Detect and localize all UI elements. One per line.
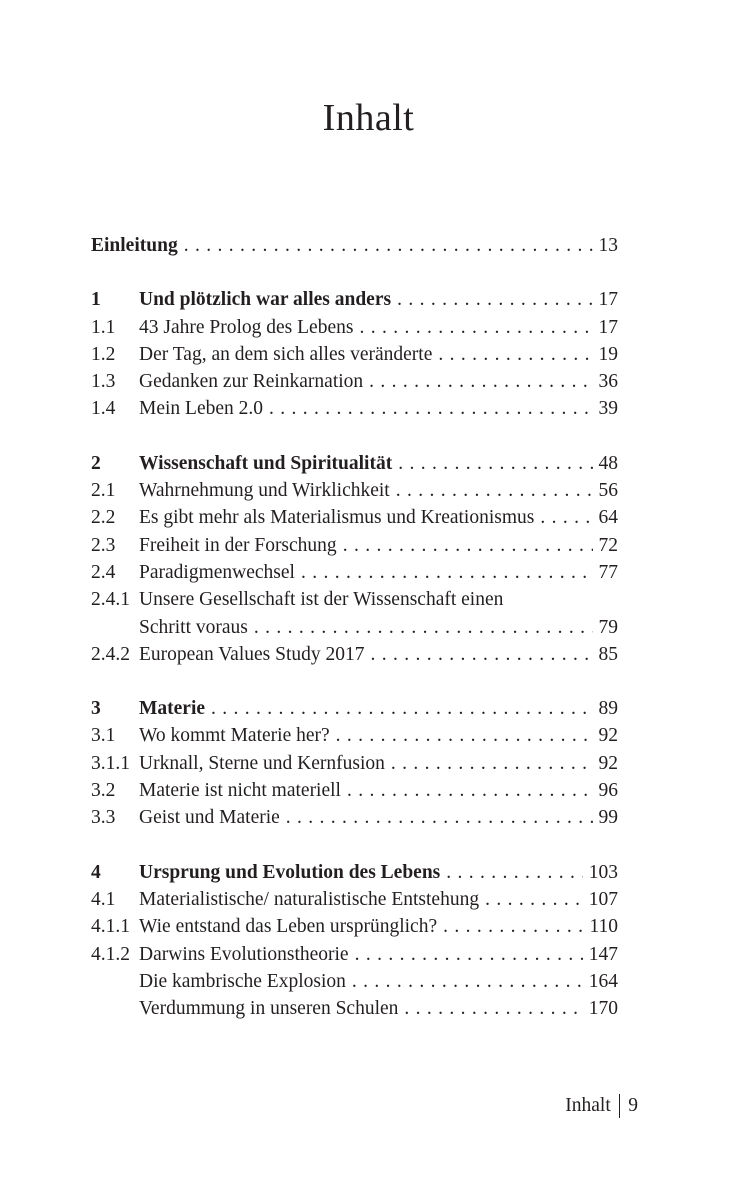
toc-entry-title: Wahrnehmung und Wirklichkeit (139, 480, 390, 502)
dot-leader (371, 641, 593, 668)
toc-entry[interactable] (91, 859, 618, 886)
dot-leader (369, 368, 592, 395)
toc-entry-title: Urknall, Sterne und Kernfusion (139, 752, 385, 774)
dot-leader (355, 941, 583, 968)
toc-entry-number: 3.1 (91, 725, 116, 747)
toc-entry[interactable] (91, 614, 618, 641)
toc-entry-page: 103 (588, 861, 618, 883)
toc-entry-page: 92 (598, 725, 618, 747)
toc-chapter-group (91, 695, 618, 831)
toc-entry-intro[interactable] (91, 232, 618, 259)
toc-entry-page: 39 (598, 398, 618, 420)
toc-entry-title: Geist und Materie (139, 807, 280, 829)
toc-entry-page: 19 (598, 343, 618, 365)
toc-entry-number: 3.3 (91, 807, 116, 829)
toc-chapter-group (91, 859, 618, 1023)
toc-entry-page: 96 (598, 780, 618, 802)
toc-entry[interactable] (91, 532, 618, 559)
toc-entry-title: Darwins Evolutionstheorie (139, 943, 349, 965)
toc-entry-title: Ursprung und Evolution des Lebens (139, 861, 441, 883)
toc-entry-number: 4.1 (91, 888, 116, 910)
table-of-contents (91, 232, 618, 1049)
toc-entry-page: 64 (598, 507, 618, 529)
toc-entry-page: 170 (588, 998, 618, 1020)
dot-leader (211, 695, 592, 722)
toc-entry-page: 77 (598, 561, 618, 583)
toc-entry-title: Verdummung in unseren Schulen (139, 998, 399, 1020)
toc-entry-page: 107 (588, 888, 618, 910)
toc-entry-page: 164 (588, 970, 618, 992)
toc-chapter-group (91, 286, 618, 422)
toc-entry[interactable] (91, 695, 618, 722)
toc-entry-page: 17 (598, 289, 618, 311)
toc-entry[interactable] (91, 395, 618, 422)
toc-entry-title: 43 Jahre Prolog des Lebens (139, 316, 354, 338)
toc-entry[interactable] (91, 450, 618, 477)
toc-entry-number: 1 (91, 289, 101, 311)
toc-entry[interactable] (91, 722, 618, 749)
toc-entry[interactable] (91, 559, 618, 586)
toc-intro-group (91, 232, 618, 259)
dot-leader (398, 450, 592, 477)
dot-leader (343, 532, 593, 559)
toc-entry-title: Materialistische/ naturalistische Entstehung (139, 888, 480, 910)
toc-entry-page: 79 (598, 616, 618, 638)
toc-entry-page: 89 (598, 698, 618, 720)
toc-entry-number: 2.2 (91, 507, 116, 529)
toc-chapter-group (91, 450, 618, 668)
toc-entry[interactable] (91, 341, 618, 368)
toc-entry-title: Materie ist nicht materiell (139, 780, 341, 802)
toc-entry-title: Und plötzlich war alles anders (139, 289, 392, 311)
toc-entry-page: 99 (598, 807, 618, 829)
toc-entry-number: 1.3 (91, 371, 116, 393)
toc-entry-page: 17 (598, 316, 618, 338)
toc-entry-page: 36 (598, 371, 618, 393)
dot-leader (485, 886, 583, 913)
toc-entry-number: 4.1.1 (91, 916, 130, 938)
toc-entry-title: Freiheit in der Forschung (139, 534, 337, 556)
toc-entry[interactable] (91, 504, 618, 531)
dot-leader (269, 395, 592, 422)
toc-entry-title: Wissenschaft und Spiritualität (139, 452, 393, 474)
dot-leader (301, 559, 593, 586)
toc-entry-number: 4 (91, 861, 101, 883)
toc-entry-page: 110 (589, 916, 618, 938)
toc-entry-title: Schritt voraus (139, 616, 248, 638)
toc-entry[interactable] (91, 995, 618, 1022)
toc-entry-number: 3.1.1 (91, 752, 130, 774)
toc-entry-title: Materie (139, 698, 206, 720)
toc-entry-number: 1.2 (91, 343, 116, 365)
toc-entry[interactable] (91, 804, 618, 831)
toc-entry-number: 2.1 (91, 480, 116, 502)
page-title: Inhalt (322, 97, 415, 139)
toc-entry-number: 3 (91, 698, 101, 720)
toc-entry[interactable] (91, 286, 618, 313)
toc-entry-page: 48 (598, 452, 618, 474)
toc-entry-title: Die kambrische Explosion (139, 970, 346, 992)
dot-leader (254, 614, 593, 641)
toc-entry[interactable] (91, 886, 618, 913)
toc-entry-title: Gedanken zur Reinkarnation (139, 371, 364, 393)
dot-leader (397, 286, 592, 313)
toc-entry-page: 72 (598, 534, 618, 556)
toc-entry[interactable] (91, 314, 618, 341)
page-footer (565, 1094, 638, 1118)
dot-leader (446, 859, 582, 886)
toc-entry-page: 92 (598, 752, 618, 774)
dot-leader (404, 995, 582, 1022)
toc-entry-number: 1.4 (91, 398, 116, 420)
toc-entry[interactable] (91, 968, 618, 995)
toc-entry[interactable] (91, 477, 618, 504)
dot-leader (443, 913, 583, 940)
toc-entry-title: Einleitung (91, 235, 178, 256)
toc-entry-title: Mein Leben 2.0 (139, 398, 264, 420)
dot-leader (540, 504, 592, 531)
footer-separator (619, 1094, 621, 1118)
toc-entry-number: 1.1 (91, 316, 116, 338)
toc-entry-number: 2 (91, 452, 101, 474)
dot-leader (352, 968, 583, 995)
toc-entry-title: Es gibt mehr als Materialismus und Kreationismus (139, 507, 535, 529)
dot-leader (391, 750, 593, 777)
toc-entry-page: 56 (598, 480, 618, 502)
toc-entry[interactable] (91, 368, 618, 395)
toc-entry-number: 2.4 (91, 561, 116, 583)
running-footer-label: Inhalt (565, 1095, 611, 1116)
dot-leader (184, 232, 593, 259)
toc-entry-number: 2.4.2 (91, 643, 130, 665)
toc-entry-title: European Values Study 2017 (139, 643, 365, 665)
toc-entry-page: 13 (598, 235, 618, 256)
toc-entry-title: Paradigmenwechsel (139, 561, 295, 583)
toc-entry-page: 85 (598, 643, 618, 665)
toc-entry-number: 4.1.2 (91, 943, 130, 965)
toc-entry-title: Wie entstand das Leben ursprünglich? (139, 916, 438, 938)
toc-entry-number: 2.4.1 (91, 589, 130, 611)
dot-leader (438, 341, 592, 368)
toc-entry-title: Der Tag, an dem sich alles veränderte (139, 343, 433, 365)
toc-entry-title: Wo kommt Materie her? (139, 725, 330, 747)
toc-entry-title: Unsere Gesellschaft ist der Wissenschaft einen (139, 589, 504, 611)
toc-entry[interactable] (91, 777, 618, 804)
dot-leader (286, 804, 593, 831)
toc-entry[interactable] (91, 913, 618, 940)
dot-leader (336, 722, 593, 749)
toc-entry[interactable] (91, 586, 618, 613)
dot-leader (396, 477, 593, 504)
toc-entry[interactable] (91, 750, 618, 777)
toc-entry-page: 147 (588, 943, 618, 965)
toc-chapter-groups (91, 286, 618, 1022)
toc-entry[interactable] (91, 641, 618, 668)
dot-leader (359, 314, 592, 341)
toc-entry-number: 3.2 (91, 780, 116, 802)
toc-entry[interactable] (91, 941, 618, 968)
toc-entry-number: 2.3 (91, 534, 116, 556)
page-number: 9 (628, 1095, 638, 1116)
dot-leader (347, 777, 593, 804)
